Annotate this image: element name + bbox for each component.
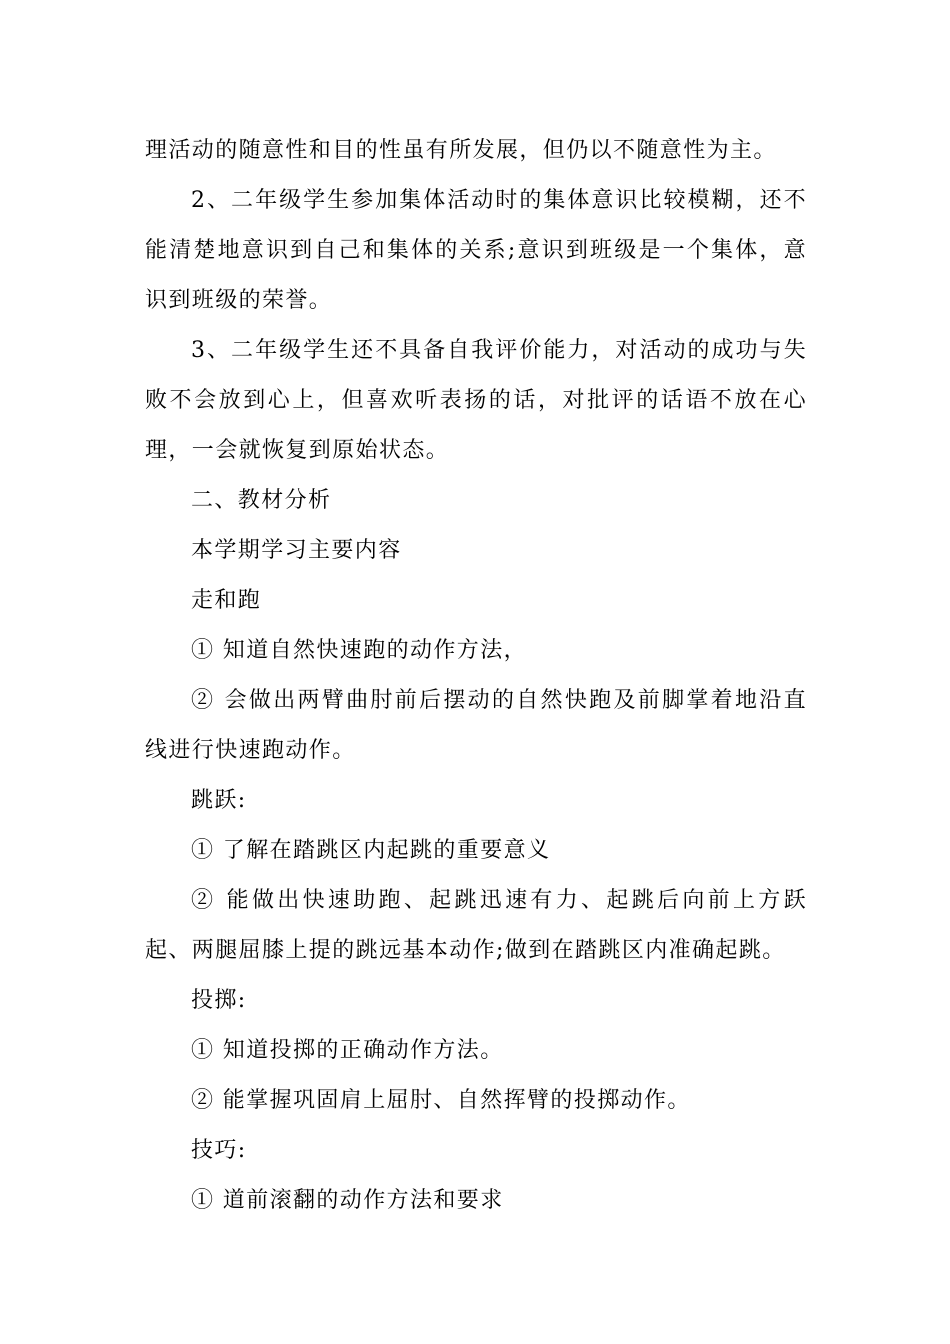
list-item-skills-1: ① 道前滚翻的动作方法和要求 — [191, 1188, 504, 1213]
paragraph-point-2: 2、二年级学生参加集体活动时的集体意识比较模糊，还不能清楚地意识到自己和集体的关系;意识到班级是一个集体，意识到班级的荣誉。 — [145, 188, 807, 313]
list-item-jumping-1: ① 了解在踏跳区内起跳的重要意义 — [191, 838, 551, 863]
list-item-running-2: ② 会做出两臂曲肘前后摆动的自然快跑及前脚掌着地沿直线进行快速跑动作。 — [145, 688, 807, 763]
list-item-throwing-1: ① 知道投掷的正确动作方法。 — [191, 1038, 504, 1063]
list-item-jumping-2: ② 能做出快速助跑、起跳迅速有力、起跳后向前上方跃起、两腿屈膝上提的跳远基本动作;做到在踏跳区内准确起跳。 — [145, 888, 807, 963]
list-item-throwing-2: ② 能掌握巩固肩上屈肘、自然挥臂的投掷动作。 — [191, 1088, 691, 1113]
paragraph-point-3: 3、二年级学生还不具备自我评价能力，对活动的成功与失败不会放到心上，但喜欢听表扬的话，对批评的话语不放在心理，一会就恢复到原始状态。 — [145, 338, 807, 463]
topic-jumping: 跳跃: — [191, 788, 247, 813]
topic-skills: 技巧: — [191, 1138, 247, 1163]
paragraph-continuation: 理活动的随意性和目的性虽有所发展，但仍以不随意性为主。 — [145, 138, 777, 163]
topic-throwing: 投掷: — [191, 988, 247, 1013]
topic-walking-running: 走和跑 — [191, 588, 262, 613]
document-body — [145, 126, 807, 1226]
list-item-running-1: ① 知道自然快速跑的动作方法， — [191, 638, 527, 663]
subheading-main-content: 本学期学习主要内容 — [191, 538, 402, 563]
section-heading-textbook-analysis: 二、教材分析 — [191, 488, 332, 513]
